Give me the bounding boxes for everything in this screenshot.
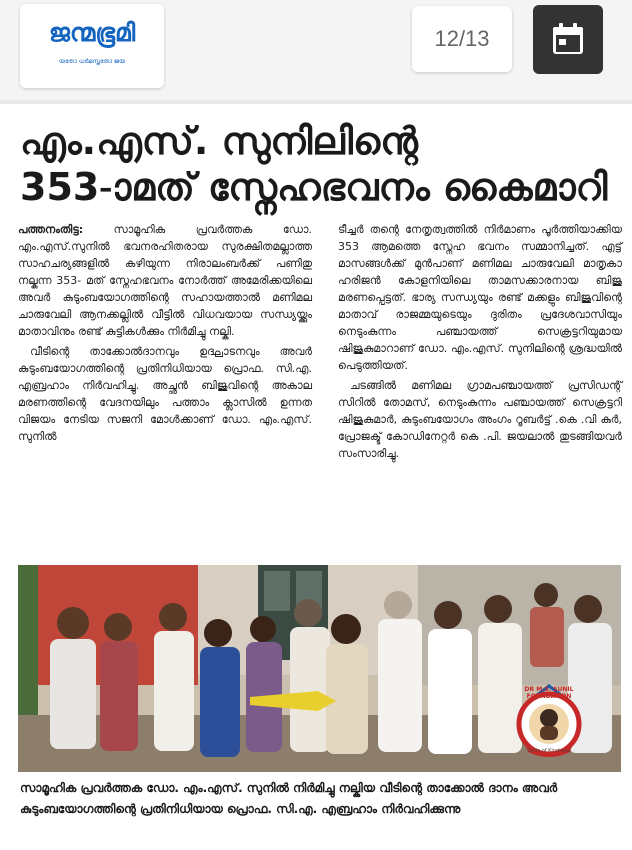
- calendar-button[interactable]: [533, 5, 603, 74]
- calendar-icon: [550, 21, 586, 57]
- left-paragraph-2: വീടിന്റെ താക്കോൽദാനവും ഉദ്ഘാടനവും അവർ കുടുംബയോഗത്തിന്റെ പ്രതിനിധിയായ പ്രൊഫ. സി.എ. എബ്രഹാം നിർവഹിച്ചു. അച്ഛൻ ബിജുവിന്റെ അകാല മരണത്തിന്റെ വേദനയിലും പത്താം ക്ലാസിൽ ഉന്നത വിജയം നേടിയ സജനി മോൾക്കാണ് ഡോ. എം.എസ്. സുനിൽ: [18, 345, 312, 443]
- page-indicator[interactable]: 12/13: [412, 6, 512, 72]
- badge-bottom-text: Gods of Kindness: [527, 748, 571, 754]
- headline-line-2: 353-ാമത് സ്നേഹഭവനം കൈമാറി: [20, 165, 608, 209]
- article-column-left: [18, 221, 312, 448]
- article-column-right: [338, 221, 622, 465]
- dateline: പത്തനംതിട്ട:: [18, 223, 84, 236]
- foundation-badge: [510, 682, 588, 760]
- top-bar: [0, 0, 632, 100]
- right-paragraph-2: ചടങ്ങിൽ മണിമല ഗ്രാമപഞ്ചായത്ത് പ്രസിഡന്റ് സിറിൽ തോമസ്, നെടുംകുന്നം പഞ്ചായത്ത് സെക്രട്ടറി ഷിജുകുമാർ, കുടുംബയോഗം അംഗം റൂബർട്ട് .കെ .വി കുർ, പ്രോജക്ട് കോഡിനേറ്റർ കെ .പി. ജയലാൽ തുടങ്ങിയവർ സംസാരിച്ചു.: [338, 379, 622, 460]
- logo-tagline: യതോ ധർമസ്തതോ ജയ: [58, 58, 126, 65]
- header-divider: [0, 100, 632, 104]
- article-headline: [20, 118, 620, 210]
- newspaper-logo[interactable]: [20, 4, 164, 88]
- headline-line-1: എം.എസ്. സുനിലിന്റെ: [20, 119, 418, 163]
- logo-text: ജന്മഭൂമി: [48, 18, 136, 47]
- photo-caption: സാമൂഹിക പ്രവർത്തക ഡോ. എം.എസ്. സുനിൽ നിർമിച്ചു നല്കിയ വീടിന്റെ താക്കോൽ ദാനം അവർ കുടുംബയോഗത്തിന്റെ പ്രതിനിധിയായ പ്രൊഫ. സി.എ. എബ്രഹാം നിർവഹിക്കുന്നു: [20, 781, 558, 816]
- right-paragraph-1: ടീച്ചർ തന്റെ നേതൃത്വത്തിൽ നിർമാണം പൂർത്തിയാക്കിയ 353 ആമത്തെ സ്നേഹ ഭവനം സമ്മാനിച്ചത്. എട്ട് മാസങ്ങൾക്ക് മുൻപാണ് മണിമല ചാരുവേലി മാതൃകാ ഹരിജൻ കോളനിയിലെ താമസക്കാരനായ ബിജു മരണപ്പെട്ടത്. ഭാര്യ സന്ധ്യയും രണ്ട് മക്കളും ബിജുവിന്റെ മാതാവ് രാജമ്മയുടെയും ദുരിതം പ്രദേശവാസിയും നെടുംകുന്നം പഞ്ചായത്ത് സെക്രട്ടറിയുമായ ഷിജുകുമാറാണ് ഡോ. എം.എസ്. സുനിലിന്റെ ശ്രദ്ധയിൽ പെടുത്തിയത്.: [338, 223, 622, 372]
- left-paragraph-1: സാമൂഹിക പ്രവർത്തക ഡോ. എം.എസ്.സുനിൽ ഭവനരഹിതരായ സുരക്ഷിതമല്ലാത്ത സാഹചര്യങ്ങളിൽ കഴിയുന്ന നിരാലംബർക്ക് പണിതു നല്കുന്ന 353- മത് സ്നേഹഭവനം നോർത്ത് അമേരിക്കയിലെ അവർ കുടുംബയോഗത്തിന്റെ സഹായത്താൽ മണിമല ചാരുവേലി ആനക്കല്ലിൽ വീട്ടിൽ വിധവയായ സന്ധ്യയ്ക്കും മാതാവിനും രണ്ട് കുട്ടികൾക്കും നിർമിച്ചു നല്കി.: [18, 223, 312, 338]
- badge-top-text: DR M.S. SUNIL FOUNDATION: [524, 686, 574, 700]
